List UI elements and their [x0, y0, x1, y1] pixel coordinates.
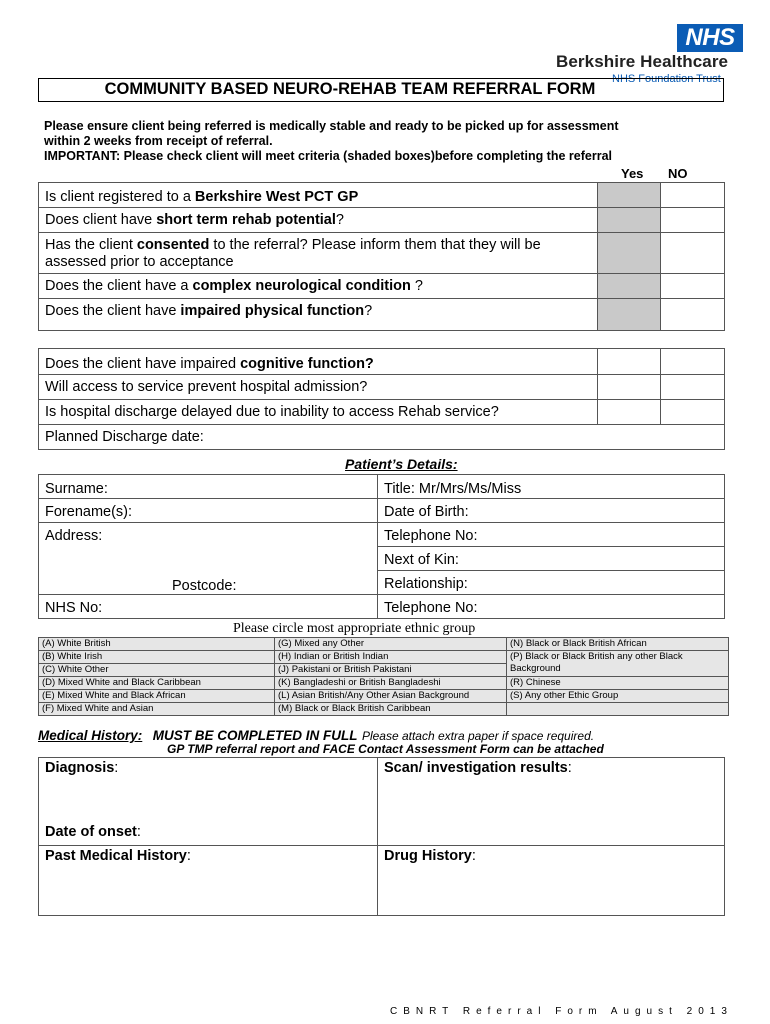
criteria-question: Does the client have a complex neurological condition ?	[39, 274, 598, 299]
ethnic-option[interactable]: (J) Pakistani or British Pakistani	[275, 664, 507, 677]
attach-note: Please attach extra paper if space required.	[361, 729, 595, 743]
additional-question: Does the client have impaired cognitive function?	[39, 349, 598, 375]
form-title: COMMUNITY BASED NEURO-REHAB TEAM REFERRAL FORM	[104, 80, 596, 98]
yes-checkbox[interactable]	[598, 400, 661, 425]
yes-header: Yes	[621, 166, 644, 181]
patient-details-heading: Patient’s Details:	[345, 456, 458, 472]
discharge-date-row[interactable]	[39, 425, 725, 450]
planned-discharge-date[interactable]: Planned Discharge date:	[39, 425, 725, 450]
surname-field[interactable]: Surname:	[39, 475, 378, 499]
yes-checkbox[interactable]	[598, 208, 661, 233]
yes-checkbox[interactable]	[598, 233, 661, 274]
past-medical-history-field[interactable]: Past Medical History:	[39, 846, 378, 916]
ethnic-table	[38, 637, 729, 716]
no-checkbox[interactable]	[661, 274, 725, 299]
additional-table	[38, 348, 725, 450]
medical-history-heading: Medical History:	[38, 728, 143, 743]
ethnic-option[interactable]: (S) Any other Ethic Group	[507, 690, 729, 703]
ethnic-caption: Please circle most appropriate ethnic group	[233, 621, 476, 636]
ethnic-option[interactable]: (L) Asian British/Any Other Asian Background	[275, 690, 507, 703]
criteria-row	[39, 274, 725, 299]
no-checkbox[interactable]	[661, 400, 725, 425]
diagnosis-field[interactable]: Diagnosis: Date of onset:	[39, 758, 378, 846]
attachments-note: GP TMP referral report and FACE Contact Assessment Form can be attached	[167, 742, 604, 756]
no-checkbox[interactable]	[661, 299, 725, 331]
additional-question: Will access to service prevent hospital admission?	[39, 375, 598, 400]
criteria-row	[39, 208, 725, 233]
no-checkbox[interactable]	[661, 183, 725, 208]
nhs-no-field[interactable]: NHS No:	[39, 595, 378, 619]
ethnic-option[interactable]: (F) Mixed White and Asian	[39, 703, 275, 716]
criteria-row	[39, 233, 725, 274]
drug-history-field[interactable]: Drug History:	[378, 846, 725, 916]
no-checkbox[interactable]	[661, 349, 725, 375]
ethnic-option[interactable]: (G) Mixed any Other	[275, 638, 507, 651]
no-checkbox[interactable]	[661, 233, 725, 274]
ethnic-option[interactable]: (P) Black or Black British any other Black Background	[507, 651, 729, 677]
organisation-name: Berkshire Healthcare	[556, 52, 729, 71]
address-field[interactable]: Address:	[39, 523, 378, 595]
ethnic-option[interactable]: (A) White British	[39, 638, 275, 651]
patient-details-table	[38, 474, 725, 619]
scan-results-field[interactable]: Scan/ investigation results:	[378, 758, 725, 846]
criteria-row	[39, 183, 725, 208]
telephone-2-field[interactable]: Telephone No:	[378, 595, 725, 619]
additional-question: Is hospital discharge delayed due to inability to access Rehab service?	[39, 400, 598, 425]
intro-line-1: Please ensure client being referred is medically stable and ready to be picked up for assessment	[44, 119, 619, 133]
ethnic-option	[507, 703, 729, 716]
title-field[interactable]: Title: Mr/Mrs/Ms/Miss	[378, 475, 725, 499]
yes-checkbox[interactable]	[598, 375, 661, 400]
no-header: NO	[668, 166, 688, 181]
additional-row	[39, 375, 725, 400]
ethnic-option[interactable]: (M) Black or Black British Caribbean	[275, 703, 507, 716]
criteria-question: Does client have short term rehab potential?	[39, 208, 598, 233]
criteria-question: Does the client have impaired physical function?	[39, 299, 598, 331]
yes-checkbox[interactable]	[598, 274, 661, 299]
ethnic-option[interactable]: (H) Indian or British Indian	[275, 651, 507, 664]
next-of-kin-field[interactable]: Next of Kin:	[378, 547, 725, 571]
dob-field[interactable]: Date of Birth:	[378, 499, 725, 523]
ethnic-option[interactable]: (K) Bangladeshi or British Bangladeshi	[275, 677, 507, 690]
no-checkbox[interactable]	[661, 208, 725, 233]
yes-checkbox[interactable]	[598, 183, 661, 208]
criteria-question: Is client registered to a Berkshire West PCT GP	[39, 183, 598, 208]
ethnic-option[interactable]: (D) Mixed White and Black Caribbean	[39, 677, 275, 690]
intro-important: IMPORTANT: Please check client will meet criteria (shaded boxes)before completing the referral	[44, 149, 612, 163]
relationship-field[interactable]: Relationship:	[378, 571, 725, 595]
criteria-question: Has the client consented to the referral? Please inform them that they will be assessed prior to acceptance	[39, 233, 598, 274]
no-checkbox[interactable]	[661, 375, 725, 400]
must-complete-note: MUST BE COMPLETED IN FULL	[152, 728, 358, 743]
ethnic-option[interactable]: (E) Mixed White and Black African	[39, 690, 275, 703]
additional-row	[39, 349, 725, 375]
trust-name: NHS Foundation Trust	[612, 73, 721, 85]
ethnic-option[interactable]: (R) Chinese	[507, 677, 729, 690]
criteria-table	[38, 182, 725, 331]
additional-row	[39, 400, 725, 425]
ethnic-option[interactable]: (N) Black or Black British African	[507, 638, 729, 651]
postcode-label: Postcode:	[172, 578, 237, 594]
forename-field[interactable]: Forename(s):	[39, 499, 378, 523]
nhs-logo: NHS	[677, 24, 743, 52]
intro-line-2: within 2 weeks from receipt of referral.	[44, 134, 273, 148]
ethnic-option[interactable]: (B) White Irish	[39, 651, 275, 664]
yes-checkbox[interactable]	[598, 349, 661, 375]
date-of-onset-label: Date of onset:	[45, 824, 141, 840]
ethnic-option[interactable]: (C) White Other	[39, 664, 275, 677]
medical-history-table	[38, 757, 725, 916]
telephone-field[interactable]: Telephone No:	[378, 523, 725, 547]
criteria-row	[39, 299, 725, 331]
yes-checkbox[interactable]	[598, 299, 661, 331]
footer-text: CBNRT Referral Form August 2013	[390, 1006, 733, 1017]
